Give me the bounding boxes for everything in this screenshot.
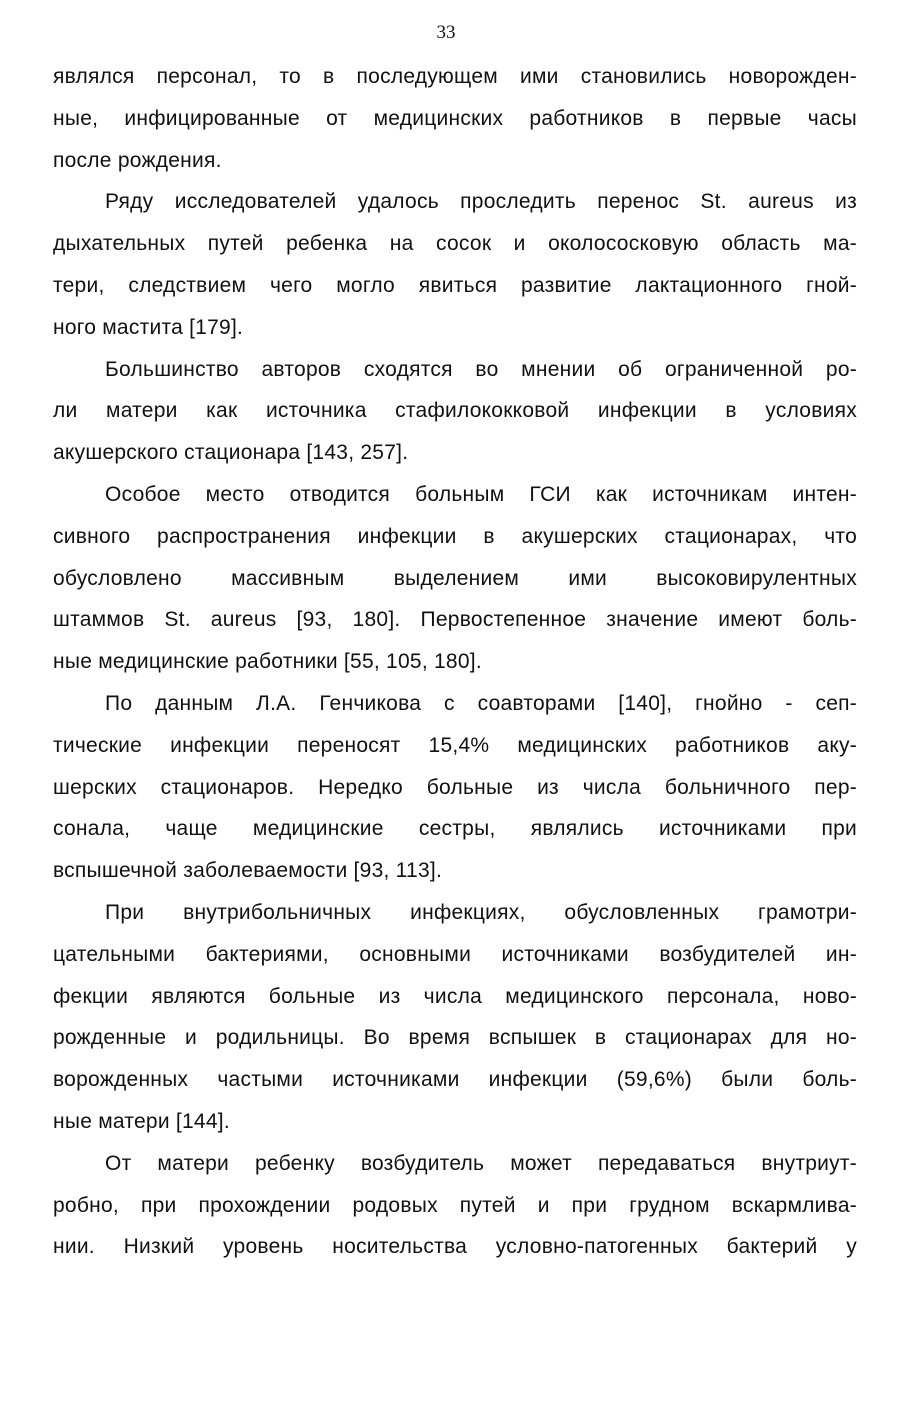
text-line: По данным Л.А. Генчикова с соавторами [140], гнойно - сеп- [105, 691, 857, 715]
text-line: тери, следствием чего могло явиться развитие лактационного гной- [53, 273, 857, 297]
text-line: сонала, чаще медицинские сестры, являлись источниками при [53, 817, 857, 841]
text-line: Большинство авторов сходятся во мнении об ограниченной ро- [105, 357, 857, 381]
page-number: 33 [436, 22, 456, 43]
text-line: ные, инфицированные от медицинских работников в первые часы [53, 106, 857, 130]
text-line: Особое место отводится больным ГСИ как источникам интен- [105, 482, 857, 506]
text-body [53, 56, 857, 1268]
paragraph [53, 1143, 857, 1268]
text-line: тические инфекции переносят 15,4% медицинских работников аку- [53, 733, 857, 757]
text-line: ворожденных частыми источниками инфекции (59,6%) были боль- [53, 1068, 857, 1092]
text-line: При внутрибольничных инфекциях, обусловленных грамотри- [105, 900, 857, 924]
paragraph [53, 892, 857, 1143]
text-line: являлся персонал, то в последующем ими становились новорожден- [53, 65, 857, 88]
paragraph [53, 349, 857, 474]
text-line: сивного распространения инфекции в акушерских стационарах, что [53, 524, 857, 548]
text-line: От матери ребенку возбудитель может передаваться внутриут- [105, 1151, 857, 1175]
text-line: вспышечной заболеваемости [93, 113]. [53, 859, 443, 883]
paragraph [53, 474, 857, 683]
text-line: цательными бактериями, основными источниками возбудителей ин- [53, 942, 857, 966]
paragraph [53, 683, 857, 892]
text-line: ного мастита [179]. [53, 315, 244, 339]
text-line: акушерского стационара [143, 257]. [53, 441, 409, 465]
text-line: штаммов St. aureus [93, 180]. Первостепенное значение имеют боль- [53, 608, 857, 632]
text-line: фекции являются больные из числа медицинского персонала, ново- [53, 984, 857, 1008]
paragraph [53, 56, 857, 181]
paragraph [53, 181, 857, 348]
text-line: ные медицинские работники [55, 105, 180]. [53, 650, 482, 674]
text-line: робно, при прохождении родовых путей и при грудном вскармлива- [53, 1193, 857, 1217]
text-line: после рождения. [53, 148, 222, 172]
text-line: обусловлено массивным выделением ими высоковирулентных [53, 566, 857, 590]
text-line: дыхательных путей ребенка на сосок и околососковую область ма- [53, 232, 857, 256]
text-line: рожденные и родильницы. Во время вспышек в стационарах для но- [53, 1026, 857, 1050]
text-line: ли матери как источника стафилококковой инфекции в условиях [53, 399, 857, 423]
text-line: нии. Низкий уровень носительства условно-патогенных бактерий у [53, 1235, 857, 1259]
text-line: шерских стационаров. Нередко больные из числа больничного пер- [53, 775, 857, 799]
text-line: Ряду исследователей удалось проследить перенос St. aureus из [105, 190, 857, 214]
text-line: ные матери [144]. [53, 1109, 230, 1133]
